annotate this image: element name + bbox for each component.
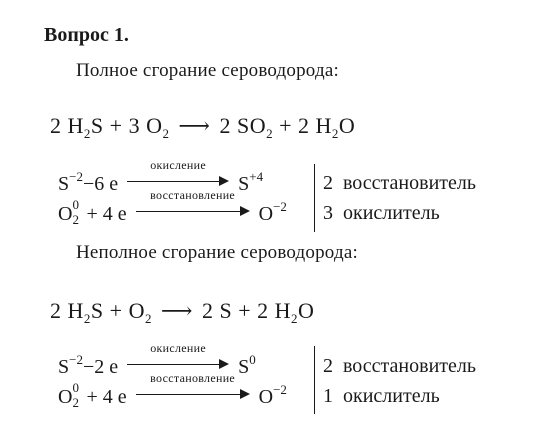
reaction-arrow: ⟶ (178, 113, 211, 138)
electrons: −2 e (82, 356, 119, 378)
plus-sign: + (109, 113, 123, 138)
section2-half-reaction-reduction (58, 371, 287, 410)
sub-superscript (72, 380, 81, 410)
electrons: + 4 e (86, 386, 127, 408)
oxidation-arrow (127, 341, 229, 373)
balance-coef: 1 (323, 385, 333, 407)
balance-divider (314, 346, 315, 414)
element: H (315, 113, 332, 138)
element: H (274, 298, 292, 323)
plus-sign: + (109, 298, 123, 323)
subscript: 2 (72, 395, 79, 410)
role-label: восстановитель (343, 172, 476, 194)
arrow-label: окисление (150, 158, 206, 172)
superscript: 0 (72, 380, 79, 395)
subscript: 2 (331, 126, 339, 141)
section2-role-oxidizer (323, 385, 440, 408)
balance-coef: 2 (323, 355, 333, 377)
oxidation-arrow (127, 158, 229, 190)
plus-sign: + (238, 298, 252, 323)
coef: 2 (298, 113, 310, 138)
species: O (58, 386, 73, 408)
element: O (298, 298, 315, 323)
arrow-line (127, 364, 221, 365)
element: O (128, 298, 145, 323)
subscript: 2 (266, 126, 274, 141)
arrow-label: окисление (150, 341, 206, 355)
element: S (90, 113, 104, 138)
species: O (58, 203, 73, 225)
superscript: 0 (249, 352, 256, 367)
arrow-line (136, 394, 242, 395)
element: O (146, 113, 163, 138)
element: H (67, 298, 84, 323)
compound: SO (236, 113, 267, 138)
section1-role-oxidizer (323, 202, 440, 225)
superscript: −2 (273, 382, 287, 397)
superscript: −2 (69, 352, 83, 367)
balance-divider (314, 164, 315, 232)
product: S (238, 356, 250, 378)
coef: 2 (50, 298, 62, 323)
balance-coef: 3 (323, 202, 333, 224)
section1-intro: Полное сгорание сероводорода: (76, 60, 339, 81)
role-label: окислитель (343, 385, 440, 407)
coef: 2 (201, 298, 214, 323)
product: O (258, 386, 274, 408)
arrow-line (127, 181, 221, 182)
superscript: +4 (249, 169, 264, 184)
subscript: 2 (83, 126, 91, 141)
role-label: окислитель (343, 202, 440, 224)
species: S (58, 356, 70, 378)
arrow-head-icon (219, 176, 229, 186)
coef: 2 (257, 298, 269, 323)
role-label: восстановитель (343, 355, 476, 377)
electrons: −6 e (82, 173, 119, 195)
coef: 2 (219, 113, 231, 138)
element: H (67, 113, 84, 138)
reduction-arrow (136, 371, 250, 403)
superscript: 0 (72, 197, 79, 212)
section1-role-reducer (323, 172, 476, 195)
reduction-arrow (136, 188, 250, 220)
species: S (58, 173, 70, 195)
subscript: 2 (291, 311, 299, 326)
element: O (338, 113, 356, 138)
section2-intro: Неполное сгорание сероводорода: (76, 242, 358, 263)
arrow-head-icon (240, 206, 250, 216)
section2-role-reducer (323, 355, 476, 378)
arrow-head-icon (240, 389, 250, 399)
superscript: −2 (69, 169, 83, 184)
section1-half-reaction-reduction (58, 188, 287, 227)
arrow-label: восстановление (150, 188, 236, 202)
element: S (90, 298, 104, 323)
arrow-line (136, 211, 242, 212)
subscript: 2 (144, 311, 152, 326)
question-heading: Вопрос 1. (44, 24, 129, 46)
electrons: + 4 e (86, 203, 127, 225)
coef: 3 (128, 113, 141, 138)
subscript: 2 (72, 212, 79, 227)
section2-equation (50, 298, 314, 324)
subscript: 2 (83, 311, 91, 326)
balance-coef: 2 (323, 172, 333, 194)
product: O (258, 203, 274, 225)
coef: 2 (50, 113, 62, 138)
product: S (238, 173, 250, 195)
arrow-head-icon (219, 359, 229, 369)
reaction-arrow: ⟶ (160, 298, 193, 323)
superscript: −2 (273, 199, 287, 214)
sub-superscript (72, 197, 81, 227)
plus-sign: + (279, 113, 292, 138)
element: S (219, 298, 233, 323)
subscript: 2 (162, 126, 170, 141)
section1-equation (50, 113, 355, 139)
arrow-label: восстановление (150, 371, 236, 385)
